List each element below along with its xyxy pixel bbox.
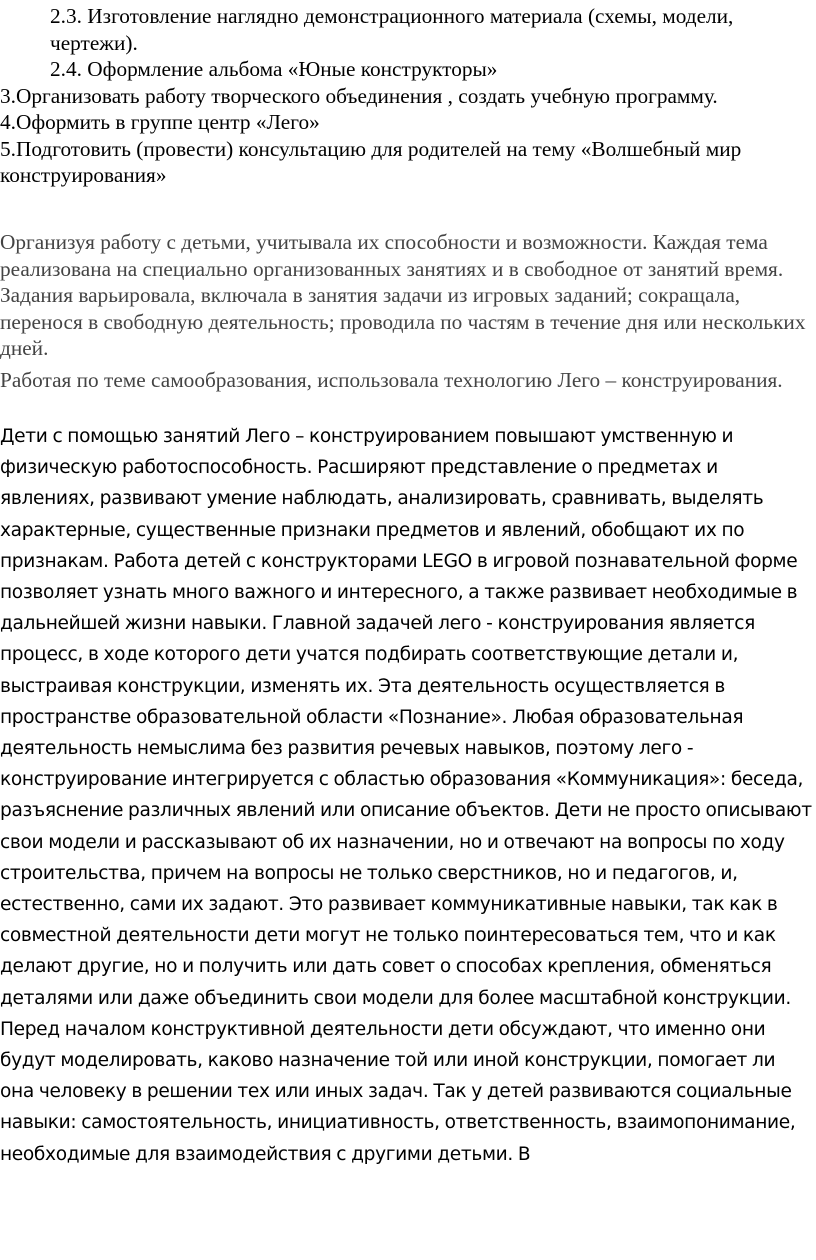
list-item-text: Организовать работу творческого объединения , создать учебную программу. bbox=[15, 83, 718, 108]
list-item-4 bbox=[0, 109, 816, 136]
organization-paragraph-block bbox=[0, 229, 816, 362]
list-item-text: Подготовить (провести) консультацию для родителей на тему «Волшебный мир конструирования» bbox=[0, 136, 742, 187]
list-item-number: 5. bbox=[0, 136, 16, 161]
list-item-number: 4. bbox=[0, 110, 16, 134]
list-item-text: Изготовление наглядно демонстрационного материала (схемы, модели, чертежи). bbox=[50, 4, 734, 55]
main-paragraph: Дети с помощью занятий Лего – конструированием повышают умственную и физическую работоспособность. Расширяют представление о предметах и явлениях, развивают умение наблюдать, анализировать, сравнивать, выделять характерные, существенные признаки предметов и явлений, обобщают их по признакам. Работа детей с конструкторами LEGO в игровой познавательной форме позволяет узнать много важного и интересного, а также развивает необходимые в дальнейшей жизни навыки. Главной задачей лего - конструирования является процесс, в ходе которого дети учатся подбирать соответствующие детали и, выстраивая конструкции, изменять их. Эта деятельность осуществляется в пространстве образовательной области «Познание». Любая образовательная деятельность немыслима без развития речевых навыков, поэтому лего - конструирование интегрируется с областью образования «Коммуникация»: беседа, разъяснение различных явлений или описание объектов. Дети не просто описывают свои модели и рассказывают об их назначении, но и отвечают на вопросы по ходу строительства, причем на вопросы не только сверстников, но и педагогов, и, естественно, сами их задают. Это развивает коммуникативные навыки, так как в совместной деятельности дети могут не только поинтересоваться тем, что и как делают другие, но и получить или дать совет о способах крепления, обменяться деталями или даже объединить свои модели для более масштабной конструкции. Перед началом конструктивной деятельности дети обсуждают, что именно они будут моделировать, каково назначение той или иной конструкции, помогает ли она человеку в решении тех или иных задач. Так у детей развиваются социальные навыки: самостоятельность, инициативность, ответственность, взаимопонимание, необходимые для взаимодействия с другими детьми. В bbox=[0, 426, 812, 1165]
list-item-text: Оформление альбома «Юные конструкторы» bbox=[87, 57, 498, 81]
list-item-number: 2.3. bbox=[50, 4, 82, 28]
self-education-paragraph-block bbox=[0, 367, 816, 394]
list-item-2-4 bbox=[0, 56, 816, 83]
organization-paragraph: Организуя работу с детьми, учитывала их способности и возможности. Каждая тема реализована на специально организованных занятиях и в свободное от занятий время. Задания варьировала, включала в занятия задачи из игровых заданий; сокращала, перенося в свободную деятельность; проводила по частям в течение дня или нескольких дней. bbox=[0, 230, 806, 360]
list-item-text: Оформить в группе центр «Лего» bbox=[15, 110, 320, 134]
list-item-number: 2.4. bbox=[50, 57, 82, 81]
list-item-2-3 bbox=[0, 3, 816, 56]
list-item-5 bbox=[0, 136, 816, 189]
list-item-number: 3. bbox=[0, 83, 16, 108]
main-text-block bbox=[0, 421, 814, 1170]
self-education-paragraph: Работая по теме самообразования, использовала технологию Лего – конструирования. bbox=[0, 368, 783, 392]
plan-list bbox=[0, 3, 816, 189]
list-item-3 bbox=[0, 83, 816, 110]
